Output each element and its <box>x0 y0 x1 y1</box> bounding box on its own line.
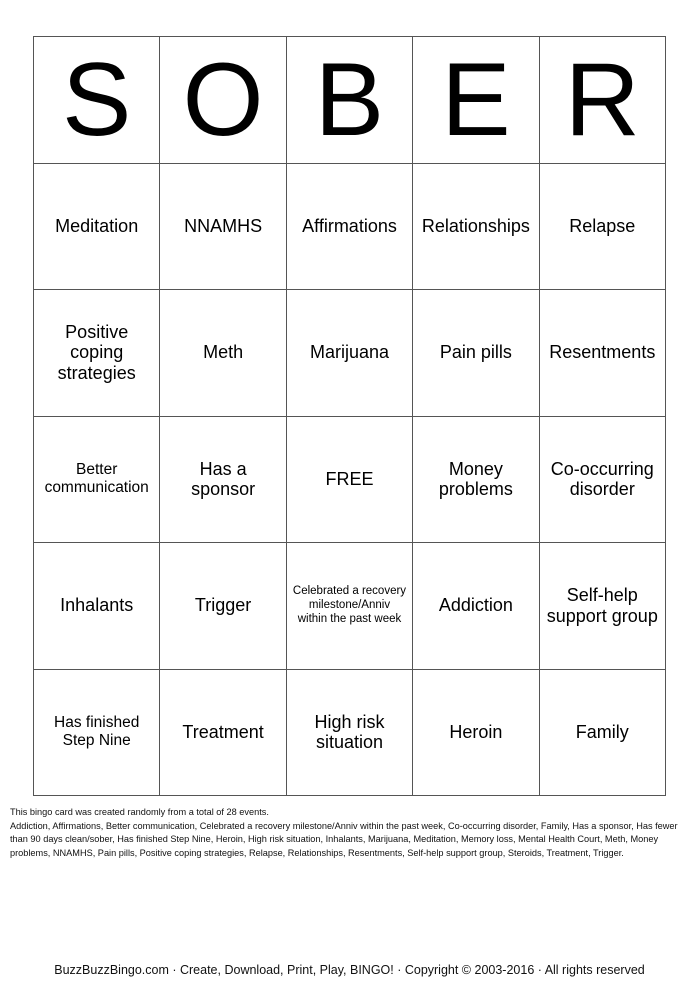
bingo-card <box>33 36 666 796</box>
bingo-cell: Trigger <box>160 543 286 670</box>
header-letter-e: E <box>413 37 539 164</box>
bingo-cell: Money problems <box>413 417 539 544</box>
bingo-cell: High risk situation <box>287 670 413 797</box>
bingo-cell: Marijuana <box>287 290 413 417</box>
bingo-cell: Inhalants <box>34 543 160 670</box>
bingo-cell: Treatment <box>160 670 286 797</box>
bingo-cell: Co-occurring disorder <box>540 417 666 544</box>
copyright-line: BuzzBuzzBingo.com · Create, Download, Print, Play, BINGO! · Copyright © 2003-2016 · All rights reserved <box>54 963 645 977</box>
event-notes <box>10 806 690 860</box>
bingo-cell: Meditation <box>34 164 160 291</box>
event-count-note: This bingo card was created randomly from a total of 28 events. <box>10 807 269 817</box>
bingo-cell: Heroin <box>413 670 539 797</box>
bingo-cell: Resentments <box>540 290 666 417</box>
event-list: Addiction, Affirmations, Better communication, Celebrated a recovery milestone/Anniv within the past week, Co-occurring disorder, Family, Has a sponsor, Has fewer than 90 days clean/sober, Has finished Step Nine, Heroin, High risk situation, Inhalants, Marijuana, Meditation, Memory loss, Mental Health Court, Meth, Money problems, NNAMHS, Pain pills, Positive coping strategies, Relapse, Relationships, Resentments, Self-help support group, Steroids, Treatment, Trigger. <box>10 820 678 858</box>
bingo-cell: Self-help support group <box>540 543 666 670</box>
bingo-cell: Has a sponsor <box>160 417 286 544</box>
bingo-cell: Celebrated a recovery milestone/Anniv within the past week <box>287 543 413 670</box>
header-letter-s: S <box>34 37 160 164</box>
bingo-cell: NNAMHS <box>160 164 286 291</box>
free-space-cell: FREE <box>287 417 413 544</box>
header-letter-r: R <box>540 37 666 164</box>
bingo-cell: Family <box>540 670 666 797</box>
bingo-cell: Pain pills <box>413 290 539 417</box>
bingo-cell: Positive coping strategies <box>34 290 160 417</box>
bingo-cell: Better communication <box>34 417 160 544</box>
header-letter-o: O <box>160 37 286 164</box>
bingo-cell: Relapse <box>540 164 666 291</box>
bingo-cell: Affirmations <box>287 164 413 291</box>
bingo-cell: Has finished Step Nine <box>34 670 160 797</box>
bingo-cell: Addiction <box>413 543 539 670</box>
bingo-cell: Meth <box>160 290 286 417</box>
header-letter-b: B <box>287 37 413 164</box>
bingo-cell: Relationships <box>413 164 539 291</box>
